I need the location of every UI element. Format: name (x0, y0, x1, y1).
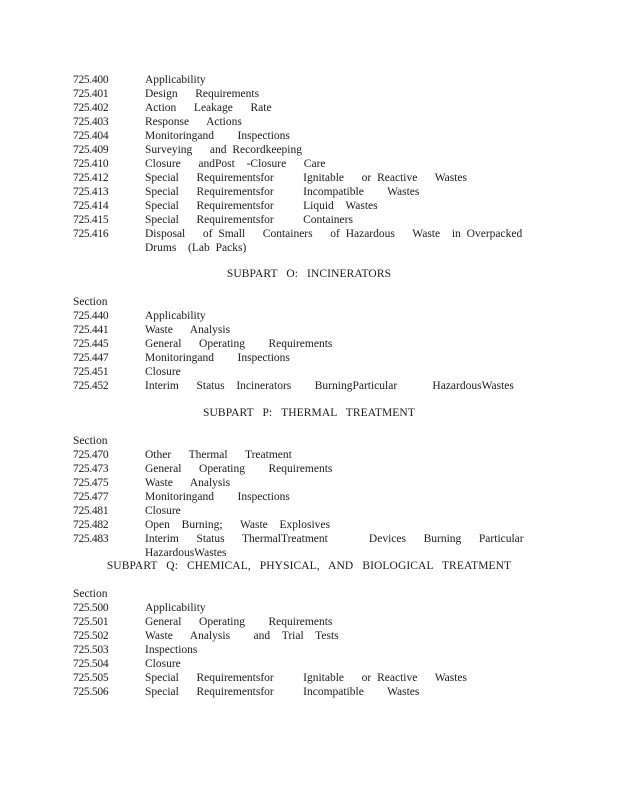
subpart-heading: SUBPART Q: CHEMICAL, PHYSICAL, AND BIOLOGICAL TREATMENT (106, 560, 512, 572)
section-row (73, 143, 533, 157)
section-title: Special Requirementsfor Liquid Wastes (145, 200, 378, 212)
subpart-q (0, 559, 618, 573)
section-number: 725.400 (73, 74, 109, 86)
section-number: 725.452 (73, 380, 109, 392)
section-title: Waste Analysis (145, 324, 231, 336)
section-number: 725.500 (73, 602, 109, 614)
section-row (73, 490, 533, 504)
section-title: Closure (145, 366, 181, 378)
section-row (73, 601, 533, 615)
section-title: Monitoringand Inspections (145, 491, 290, 503)
section-number: 725.451 (73, 366, 109, 378)
section-title: Special Requirementsfor Incompatible Wastes (145, 686, 420, 698)
section-row (73, 213, 533, 227)
section-number: 725.473 (73, 463, 109, 475)
section-number: 725.447 (73, 352, 109, 364)
section-title: Applicability (145, 74, 206, 86)
section-title: Waste Analysis and Trial Tests (145, 630, 339, 642)
section-row (73, 323, 533, 337)
section-number: 725.415 (73, 214, 109, 226)
section-number: 725.413 (73, 186, 109, 198)
section-number: 725.504 (73, 658, 109, 670)
subpart-heading: SUBPART O: INCINERATORS (226, 268, 392, 280)
section-row (73, 518, 533, 532)
subpart-heading: SUBPART P: THERMAL TREATMENT (203, 407, 415, 419)
subpart-n-section-list (0, 73, 546, 255)
section-number: 725.412 (73, 172, 109, 184)
section-title: Disposal of Small Containers of Hazardous Waste in Overpacked Drums (Lab Packs) (145, 228, 546, 254)
section-number: 725.440 (73, 310, 109, 322)
section-number: 725.475 (73, 477, 109, 489)
section-title: Monitoringand Inspections (145, 130, 290, 142)
section-number: 725.409 (73, 144, 109, 156)
section-number: 725.505 (73, 672, 109, 684)
section-number: 725.470 (73, 449, 109, 461)
section-row (73, 365, 533, 379)
section-column-label: Section (73, 435, 108, 447)
subpart-q-section-list (0, 587, 533, 699)
section-number: 725.410 (73, 158, 109, 170)
section-title: Special Requirementsfor Ignitable or Reactive Wastes (145, 172, 468, 184)
section-title: Interim Status ThermalTreatment Devices Burning Particular HazardousWastes (145, 533, 548, 559)
section-number: 725.503 (73, 644, 109, 656)
section-row (73, 199, 533, 213)
section-number: 725.445 (73, 338, 109, 350)
section-title: Special Requirementsfor Containers (145, 214, 353, 226)
section-row (73, 337, 533, 351)
section-number: 725.502 (73, 630, 109, 642)
section-row (73, 532, 548, 560)
section-row (73, 615, 533, 629)
section-title: Response Actions (145, 116, 242, 128)
section-title: Action Leakage Rate (145, 102, 272, 114)
section-title: General Operating Requirements (145, 338, 333, 350)
section-number: 725.482 (73, 519, 109, 531)
section-row (73, 101, 533, 115)
section-title: General Operating Requirements (145, 616, 333, 628)
section-title: Open Burning; Waste Explosives (145, 519, 330, 531)
section-column-label: Section (73, 588, 108, 600)
section-title: Inspections (145, 644, 198, 656)
section-row (73, 504, 533, 518)
section-row (73, 448, 533, 462)
section-number: 725.477 (73, 491, 109, 503)
section-title: Design Requirements (145, 88, 260, 100)
section-title: Applicability (145, 310, 206, 322)
section-number: 725.506 (73, 686, 109, 698)
section-row (73, 351, 533, 365)
section-title: Applicability (145, 602, 206, 614)
section-number: 725.402 (73, 102, 109, 114)
section-number: 725.403 (73, 116, 109, 128)
section-title: Special Requirementsfor Incompatible Wastes (145, 186, 420, 198)
section-number: 725.483 (73, 533, 109, 545)
section-row (73, 115, 533, 129)
section-number: 725.401 (73, 88, 109, 100)
section-row (73, 73, 533, 87)
section-row (73, 129, 533, 143)
section-row (73, 171, 533, 185)
subpart-p-section-list (0, 434, 548, 560)
section-title: Interim Status Incinerators BurningParticular HazardousWastes (145, 380, 514, 392)
section-title: Surveying and Recordkeeping (145, 144, 302, 156)
section-title: Special Requirementsfor Ignitable or Reactive Wastes (145, 672, 468, 684)
section-title: Closure (145, 658, 181, 670)
section-number: 725.481 (73, 505, 109, 517)
section-row (73, 629, 533, 643)
section-row (73, 462, 533, 476)
section-row (73, 185, 533, 199)
section-column-label: Section (73, 296, 108, 308)
section-number: 725.414 (73, 200, 109, 212)
section-title: Closure andPost -Closure Care (145, 158, 326, 170)
section-title: Other Thermal Treatment (145, 449, 292, 461)
section-number: 725.441 (73, 324, 109, 336)
section-row (73, 87, 533, 101)
subpart-o (0, 267, 618, 281)
section-row (73, 643, 533, 657)
section-row (73, 227, 546, 255)
subpart-o-section-list (0, 295, 533, 393)
section-title: Closure (145, 505, 181, 517)
section-number: 725.501 (73, 616, 109, 628)
section-title: General Operating Requirements (145, 463, 333, 475)
section-row (73, 657, 533, 671)
section-row (73, 685, 533, 699)
section-row (73, 157, 533, 171)
section-title: Monitoringand Inspections (145, 352, 290, 364)
section-row (73, 671, 533, 685)
subpart-p (0, 406, 618, 420)
section-row (73, 476, 533, 490)
section-number: 725.416 (73, 228, 109, 240)
section-number: 725.404 (73, 130, 109, 142)
section-row (73, 379, 533, 393)
section-title: Waste Analysis (145, 477, 231, 489)
section-row (73, 309, 533, 323)
